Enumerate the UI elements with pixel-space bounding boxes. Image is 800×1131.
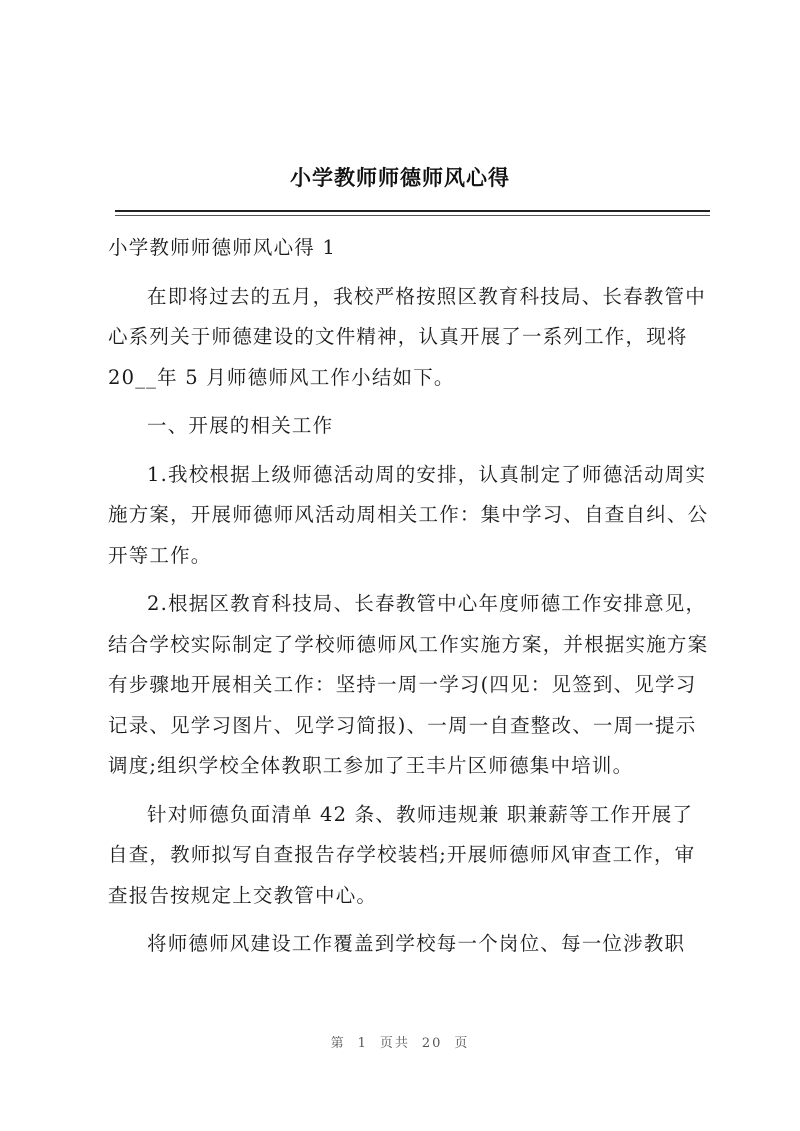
footer-prefix: 第 [330, 1036, 346, 1051]
document-body [108, 228, 712, 965]
section-subtitle: 小学教师师德师风心得 1 [108, 236, 337, 259]
page-footer [0, 1032, 800, 1051]
title-rule-thick [115, 210, 710, 212]
paragraph-item-2: 2.根据区教育科技局、长春教管中心年度师德工作安排意见，结合学校实际制定了学校师德师风工作实施方案，并根据实施方案有步骤地开展相关工作：坚持一周一学习(四见：见签到、见学习记录、见学习图片、见学习简报)、一周一自查整改、一周一提示调度;组织学校全体教职工参加了王丰片区师德集中培训。 [108, 592, 709, 777]
paragraph-intro: 在即将过去的五月，我校严格按照区教育科技局、长春教管中心系列关于师德建设的文件精神，认真开展了一系列工作，现将 20__年 5 月师德师风工作小结如下。 [108, 284, 706, 389]
title-rule-thin [115, 215, 710, 216]
document-title: 小学教师师德师风心得 [290, 165, 510, 190]
footer-page-number: 1 [357, 1036, 368, 1051]
footer-middle: 页共 [379, 1036, 410, 1051]
paragraph-coverage: 将师德师风建设工作覆盖到学校每一个岗位、每一位涉教职 [147, 932, 686, 955]
section-heading: 一、开展的相关工作 [147, 414, 334, 437]
footer-total-pages: 20 [421, 1036, 443, 1051]
footer-suffix: 页 [454, 1036, 470, 1051]
paragraph-item-1: 1.我校根据上级师德活动周的安排，认真制定了师德活动周实施方案，开展师德师风活动周相关工作：集中学习、自查自纠、公开等工作。 [108, 462, 709, 567]
paragraph-self-check: 针对师德负面清单 42 条、教师违规兼 职兼薪等工作开展了自查，教师拟写自查报告存学校装档;开展师德师风审查工作，审查报告按规定上交教管中心。 [108, 802, 696, 907]
